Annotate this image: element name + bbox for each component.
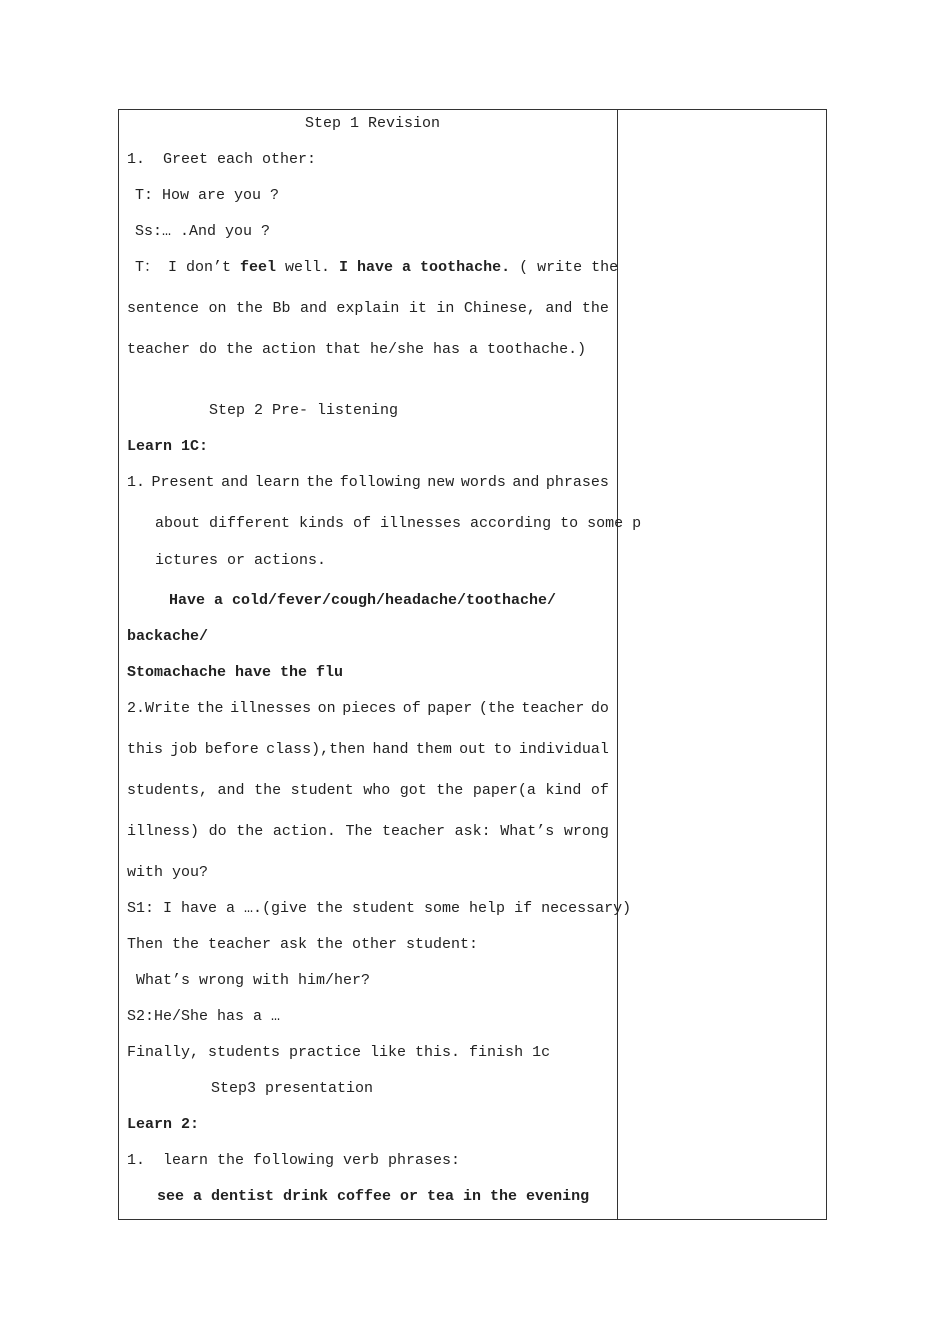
t2-post: ( write the (510, 259, 619, 276)
illness-words-2: backache/ (127, 628, 209, 645)
write-line-3 (127, 782, 609, 800)
word: illness) (127, 823, 200, 840)
write-line-4 (127, 823, 609, 841)
word: the (581, 300, 609, 317)
word: following (339, 474, 421, 491)
word: action. (272, 823, 336, 840)
word: this (127, 741, 164, 758)
step1-justified-line (127, 300, 609, 318)
present-line-2: about different kinds of illnesses according to some p (155, 515, 642, 532)
word: them (415, 741, 452, 758)
word: learn (254, 474, 300, 491)
word: hand (372, 741, 409, 758)
learn-2: Learn 2: (127, 1116, 200, 1133)
word: the (236, 823, 264, 840)
word: 1. (127, 474, 146, 491)
word: out (459, 741, 487, 758)
word: pieces (342, 700, 397, 717)
word: 2.Write (127, 700, 191, 717)
word: and (512, 474, 540, 491)
present-line-1 (127, 474, 609, 492)
word: illnesses (230, 700, 312, 717)
word: sentence (127, 300, 200, 317)
word: words (460, 474, 506, 491)
word: the (306, 474, 334, 491)
word: the (196, 700, 224, 717)
word: on (317, 700, 336, 717)
finally-line: Finally, students practice like this. finish 1c (127, 1044, 551, 1061)
students-line: Ss:… .And you ? (135, 223, 271, 240)
word: (the (478, 700, 515, 717)
t2-pre: T： I don’t (135, 259, 241, 276)
word: job (170, 741, 198, 758)
write-line-5: with you? (127, 864, 209, 881)
word: who (363, 782, 391, 799)
word: class),then (266, 741, 366, 758)
verb-phrases-intro: 1. learn the following verb phrases: (127, 1152, 461, 1169)
word: new (427, 474, 455, 491)
t2-feel: feel (240, 259, 277, 276)
s2-line: S2:He/She has a … (127, 1008, 281, 1025)
step3-heading: Step3 presentation (211, 1080, 374, 1097)
step1-line-3: teacher do the action that he/she has a toothache.) (127, 341, 587, 358)
present-line-3: ictures or actions. (155, 552, 327, 569)
then-line: Then the teacher ask the other student: (127, 936, 479, 953)
word: wrong (563, 823, 609, 840)
word: on (208, 300, 227, 317)
word: of (402, 700, 421, 717)
word: individual (518, 741, 609, 758)
word: do (590, 700, 609, 717)
illness-words-3: Stomachache have the flu (127, 664, 344, 681)
write-line-1 (127, 700, 609, 718)
t2-mid: well. (276, 259, 340, 276)
word: the (235, 300, 263, 317)
word: it (408, 300, 427, 317)
word: before (204, 741, 259, 758)
word: paper(a (472, 782, 536, 799)
word: The (345, 823, 373, 840)
word: teacher (382, 823, 446, 840)
illness-words-1: Have a cold/fever/cough/headache/toothache/ (169, 592, 557, 609)
word: the (436, 782, 464, 799)
word: students, (127, 782, 209, 799)
word: teacher (521, 700, 585, 717)
word: of (590, 782, 609, 799)
word: and (299, 300, 327, 317)
s1-line: S1: I have a ….(give the student some help if necessary) (127, 900, 632, 917)
write-line-2 (127, 741, 609, 759)
teacher-line-2 (135, 259, 618, 277)
word: to (493, 741, 512, 758)
word: Chinese, (463, 300, 536, 317)
word: Bb (272, 300, 291, 317)
whats-wrong-line: What’s wrong with him/her? (127, 972, 371, 989)
word: ask: (454, 823, 491, 840)
step2-heading: Step 2 Pre- listening (209, 402, 399, 419)
word: What’s (500, 823, 555, 840)
step1-heading: Step 1 Revision (305, 115, 441, 132)
teacher-line: T: How are you ? (135, 187, 280, 204)
greet-line: 1. Greet each other: (127, 151, 317, 168)
word: in (436, 300, 455, 317)
word: got (399, 782, 427, 799)
word: do (208, 823, 227, 840)
word: and (545, 300, 573, 317)
verb-phrases: see a dentist drink coffee or tea in the evening (157, 1188, 590, 1205)
learn-1c: Learn 1C: (127, 438, 209, 455)
word: the (254, 782, 282, 799)
word: and (217, 782, 245, 799)
word: and (221, 474, 249, 491)
t2-bold: I have a toothache. (339, 259, 511, 276)
word: kind (545, 782, 582, 799)
word: explain (336, 300, 400, 317)
word: Present (151, 474, 215, 491)
word: paper (427, 700, 473, 717)
word: student (290, 782, 354, 799)
word: phrases (545, 474, 609, 491)
